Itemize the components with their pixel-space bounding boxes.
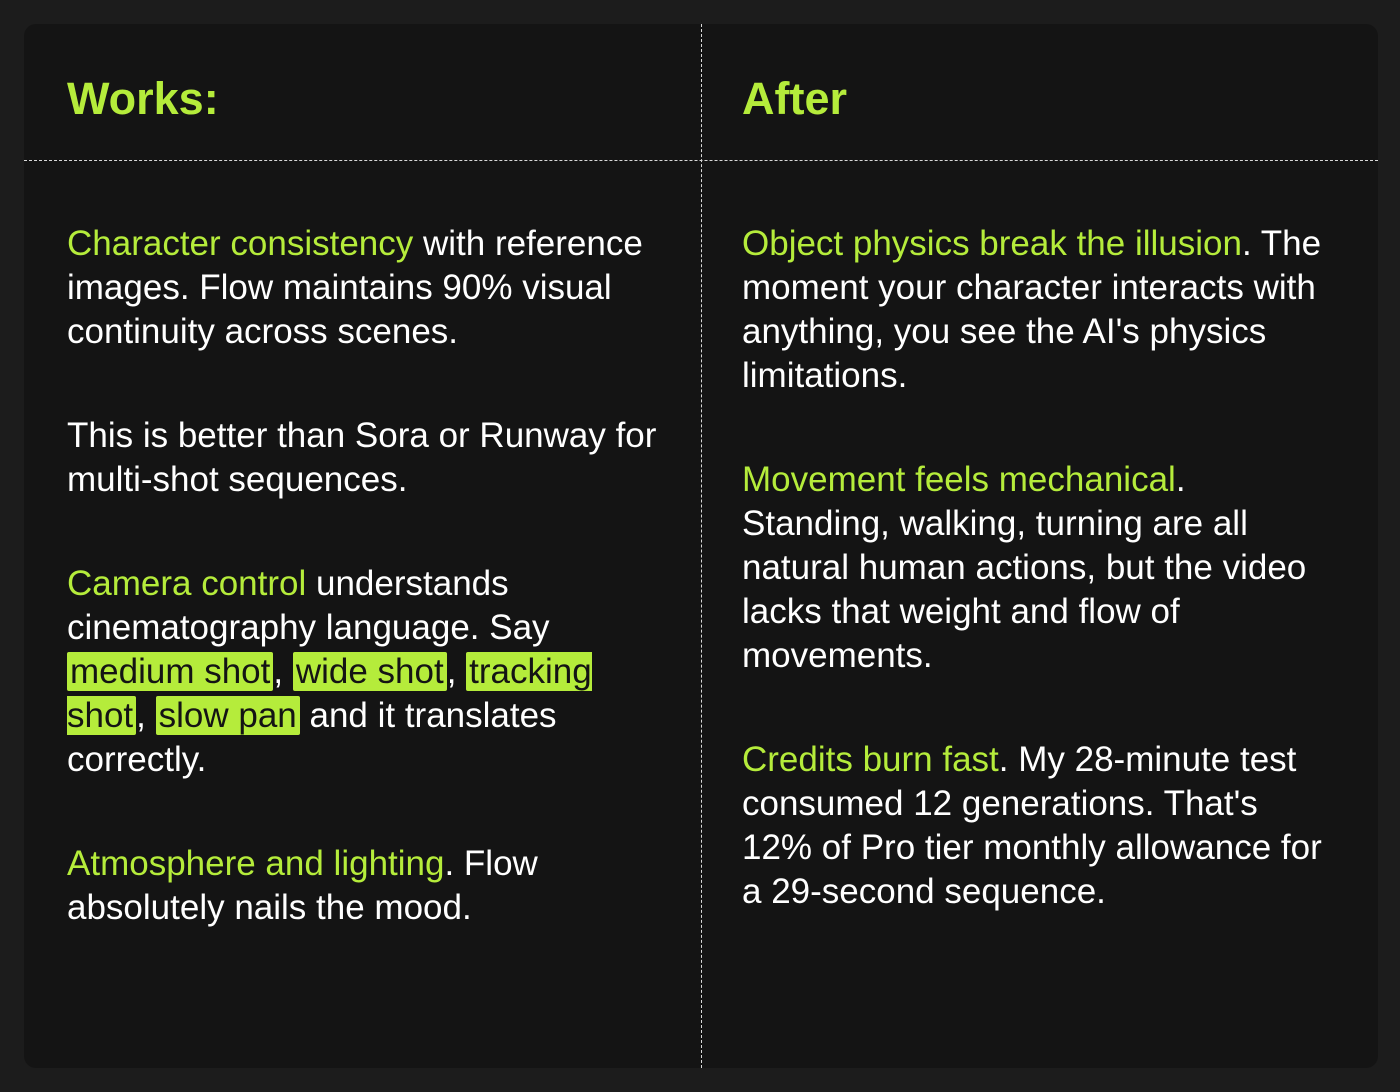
paragraph-text: with reference images. Flow maintains 90% visual continuity across scenes. <box>67 224 643 351</box>
works-paragraph-atmosphere <box>67 842 667 930</box>
tag-tracking-shot: tracking shot <box>67 652 592 735</box>
paragraph-text: understands cinematography language. Say <box>67 564 550 647</box>
vertical-divider <box>701 24 702 1068</box>
paragraph-text: . My 28-minute test consumed 12 generations. That's 12% of Pro tier monthly allowance for a 29-second sequence. <box>742 740 1322 911</box>
tag-separator: , <box>273 652 293 691</box>
paragraph-text: . Standing, walking, turning are all natural human actions, but the video lacks that weight and flow of movements. <box>742 460 1307 675</box>
works-paragraph-character-consistency <box>67 222 667 354</box>
highlight-movement: Movement feels mechanical <box>742 460 1176 499</box>
tag-separator: , <box>446 652 467 691</box>
highlight-object-physics: Object physics break the illusion <box>742 224 1242 263</box>
paragraph-text: . The moment your character interacts with anything, you see the AI's physics limitations. <box>742 224 1322 395</box>
comparison-card <box>24 24 1378 1068</box>
works-paragraph-camera-control <box>67 562 667 782</box>
works-heading: Works: <box>67 73 219 124</box>
highlight-camera-control: Camera control <box>67 564 307 603</box>
horizontal-divider <box>24 160 1378 161</box>
highlight-credits: Credits burn fast <box>742 740 999 779</box>
after-paragraph-movement <box>742 458 1322 678</box>
tag-separator: , <box>136 696 156 735</box>
works-paragraph-comparison <box>67 414 667 502</box>
tag-slow-pan: slow pan <box>156 696 300 735</box>
highlight-character-consistency: Character consistency <box>67 224 414 263</box>
paragraph-text: This is better than Sora or Runway for multi-shot sequences. <box>67 416 657 499</box>
tag-wide-shot: wide shot <box>293 652 447 691</box>
after-paragraph-object-physics <box>742 222 1322 398</box>
works-column <box>67 222 667 930</box>
tag-medium-shot: medium shot <box>67 652 273 691</box>
paragraph-text: . Flow absolutely nails the mood. <box>67 844 538 927</box>
after-heading: After <box>742 73 848 124</box>
highlight-atmosphere-lighting: Atmosphere and lighting <box>67 844 445 883</box>
after-column <box>742 222 1322 914</box>
paragraph-text: and it translates correctly. <box>67 696 557 779</box>
after-paragraph-credits <box>742 738 1322 914</box>
